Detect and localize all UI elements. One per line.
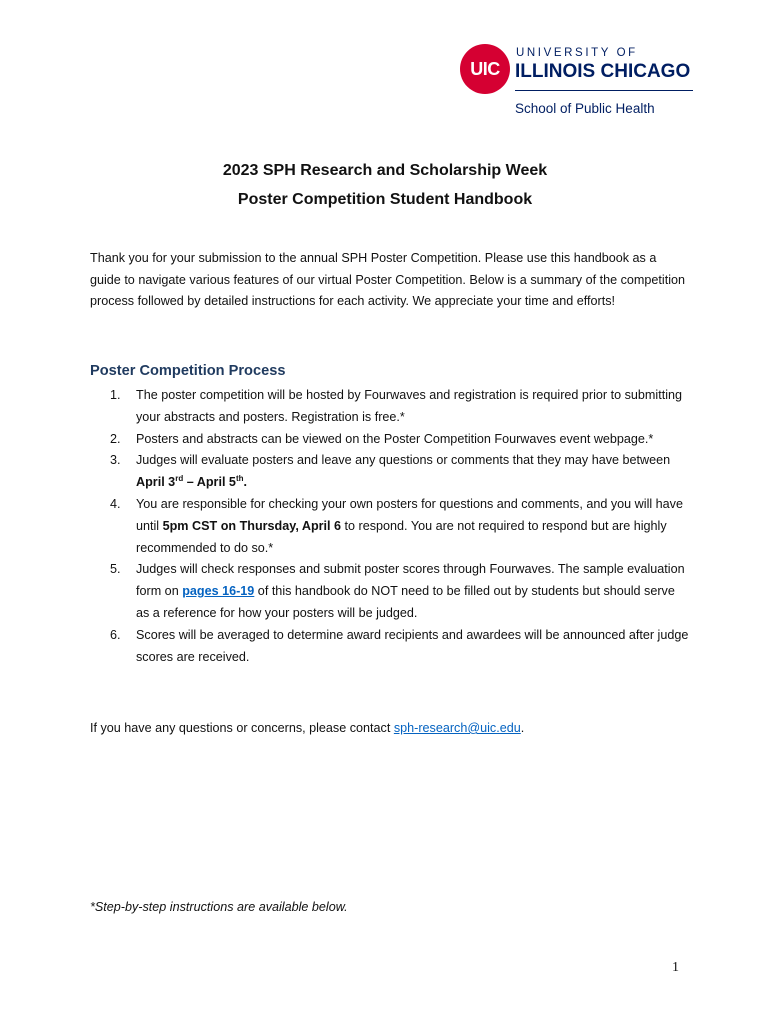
contact-end: . xyxy=(520,721,525,735)
step-text: Scores will be averaged to determine award recipients and awardees will be announced after judge scores are received. xyxy=(136,627,689,664)
intro-paragraph: Thank you for your submission to the annual SPH Poster Competition. Please use this handbook as a guide to navigate various features of our virtual Poster Competition. Below is a summary of the competition process followed by detailed instructions for each activity. We appreciate your time and efforts! xyxy=(90,251,685,308)
step-text: Posters and abstracts can be viewed on the Poster Competition Fourwaves event webpage.* xyxy=(136,431,654,446)
uic-logo-mark: UIC xyxy=(460,44,510,94)
process-step xyxy=(90,625,690,669)
document-title-line-1: 2023 SPH Research and Scholarship Week xyxy=(222,162,548,179)
contact-text: If you have any questions or concerns, please contact xyxy=(90,721,394,735)
step-text: The poster competition will be hosted by Fourwaves and registration is required prior to submitting your abstracts and posters. Registration is free.* xyxy=(136,388,682,424)
step-date-period: . xyxy=(243,475,248,490)
step-number: 6. xyxy=(110,627,121,642)
step-text: Judges will evaluate posters and leave any questions or comments that they may have between xyxy=(136,453,671,468)
uic-logo xyxy=(460,42,700,120)
process-step xyxy=(90,559,690,624)
step-date-end-suffix: th xyxy=(235,474,244,483)
step-text: You are responsible for checking your own posters for questions and comments, and you will have until xyxy=(136,496,683,533)
section-heading-process: Poster Competition Process xyxy=(90,363,286,379)
step-text-cont: to respond. You are not required to respond but are highly recommended to do so.* xyxy=(136,518,667,555)
step-number: 3. xyxy=(110,453,121,468)
logo-divider xyxy=(515,90,693,91)
contact-paragraph xyxy=(90,718,524,739)
process-steps-list xyxy=(90,385,690,668)
logo-university-of: UNIVERSITY OF xyxy=(516,47,638,59)
step-number: 5. xyxy=(110,562,121,577)
step-date-range xyxy=(136,475,247,489)
pages-link[interactable]: pages 16-19 xyxy=(182,584,255,599)
page-number: 1 xyxy=(672,960,679,975)
step-date-end: April 5 xyxy=(196,475,236,490)
logo-school-name: School of Public Health xyxy=(515,101,655,116)
step-number: 1. xyxy=(110,388,121,402)
step-number: 4. xyxy=(110,496,121,511)
step-date-dash: – xyxy=(183,475,197,490)
footnote: *Step-by-step instructions are available below. xyxy=(90,900,348,914)
process-step xyxy=(90,450,690,494)
step-date-start: April 3 xyxy=(136,475,176,490)
step-date-start-suffix: rd xyxy=(175,474,184,483)
process-step xyxy=(90,385,690,429)
step-number: 2. xyxy=(110,431,121,446)
process-step xyxy=(90,429,690,451)
contact-email-link[interactable]: sph-research@uic.edu xyxy=(393,721,521,735)
step-text: Judges will check responses and submit poster scores through Fourwaves. The sample evaluation form on xyxy=(136,562,685,599)
document-title-line-2: Poster Competition Student Handbook xyxy=(237,191,533,208)
step-text-cont: of this handbook do NOT need to be filled out by students but should serve as a reference for how your posters will be judged. xyxy=(136,584,675,620)
process-step xyxy=(90,494,690,559)
logo-university-name: ILLINOIS CHICAGO xyxy=(515,61,691,82)
step-deadline: 5pm CST on Thursday, April 6 xyxy=(162,518,342,533)
